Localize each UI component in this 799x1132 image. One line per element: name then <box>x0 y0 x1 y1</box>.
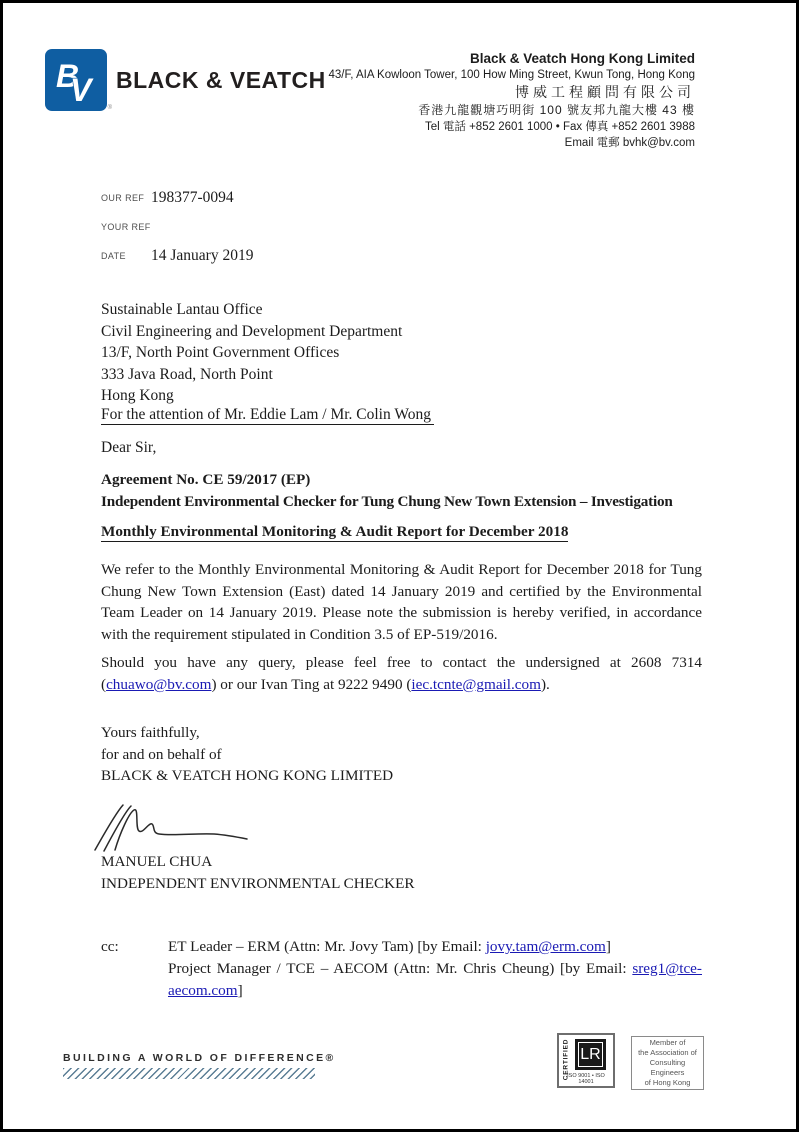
logo-letter-b: B <box>56 58 80 94</box>
membership-line: of Hong Kong <box>644 1078 691 1087</box>
company-address-en: 43/F, AIA Kowloon Tower, 100 How Ming Street, Kwun Tong, Hong Kong <box>328 69 695 81</box>
subject-report: Monthly Environmental Monitoring & Audit Report for December 2018 <box>101 523 569 540</box>
subject-agreement: Agreement No. CE 59/2017 (EP) <box>101 471 311 488</box>
reference-block <box>101 189 253 276</box>
date-row <box>101 247 253 265</box>
paragraph2-text: ). <box>540 675 550 693</box>
membership-line: Member of <box>649 1038 686 1047</box>
email-link-iec[interactable]: iec.tcnte@gmail.com <box>411 675 541 693</box>
email-link-jovy-tam[interactable]: jovy.tam@erm.com <box>485 938 606 955</box>
lr-certification-badge <box>557 1033 615 1088</box>
membership-line: Consulting Engineers <box>649 1058 686 1077</box>
paragraph2-text: Should you have any query, please feel free to contact the undersigned at 2608 7314 ( <box>101 654 702 693</box>
closing-block <box>101 722 393 787</box>
subject-block <box>101 469 703 512</box>
company-contact-block <box>328 50 695 151</box>
our-ref-label: OUR REF <box>101 193 145 203</box>
your-ref-row <box>101 218 253 236</box>
cc-entry-et-leader <box>168 936 702 958</box>
date-value: 14 January 2019 <box>151 247 254 264</box>
cc-entry-project-manager <box>168 958 702 1002</box>
email-link-sreg1[interactable]: sreg1@tce-aecom.com <box>168 959 702 999</box>
logo-letter-v: V <box>70 72 92 108</box>
body-paragraph-1: We refer to the Monthly Environmental Monitoring & Audit Report for December 2018 for Tung Chung New Town Extension (East) dated 14 January 2019 and certified by the Environmental Team Leader on 14 January 2019. Please note the submission is hereby verified, in accordance with the requirement stipulated in Condition 3.5 of EP-519/2016. <box>101 561 702 643</box>
recipient-line: 13/F, North Point Government Offices <box>101 344 340 361</box>
signatory-name: MANUEL CHUA <box>101 853 213 870</box>
recipient-line: Sustainable Lantau Office <box>101 301 263 318</box>
closing-line: Yours faithfully, <box>101 724 200 741</box>
letterhead-brand <box>45 49 326 111</box>
closing-line: BLACK & VEATCH HONG KONG LIMITED <box>101 767 394 784</box>
paragraph2-text: ) or our Ivan Ting at 9222 9490 ( <box>211 675 412 693</box>
company-name: Black & Veatch Hong Kong Limited <box>469 51 695 66</box>
membership-line: the Association of <box>638 1048 697 1057</box>
company-email: Email 電郵 bvhk@bv.com <box>564 137 695 149</box>
recipient-line: Civil Engineering and Development Department <box>101 322 403 340</box>
brand-name: BLACK & VEATCH <box>116 66 326 93</box>
recipient-line: Hong Kong <box>101 387 174 404</box>
email-link-chuawo[interactable]: chuawo@bv.com <box>106 675 212 693</box>
company-address-zh: 香港九龍觀塘巧明街 100 號友邦九龍大樓 43 樓 <box>418 103 695 117</box>
cc-entries <box>168 936 702 1001</box>
certified-label: CERTIFIED <box>562 1038 570 1081</box>
body-paragraph-2 <box>101 652 702 695</box>
logo-registered-mark: ® <box>107 105 112 111</box>
recipient-line: 333 Java Road, North Point <box>101 365 273 383</box>
our-ref-value: 198377-0094 <box>151 189 234 206</box>
attention-line: For the attention of Mr. Eddie Lam / Mr. Colin Wong <box>101 406 434 424</box>
company-name-zh: 博威工程顧問有限公司 <box>515 84 695 100</box>
hatch-pattern <box>63 1068 315 1079</box>
date-label: DATE <box>101 251 126 261</box>
salutation: Dear Sir, <box>101 439 157 456</box>
signatory-block <box>101 851 414 894</box>
bv-logo-svg <box>45 49 107 111</box>
bv-logo-icon <box>45 49 112 111</box>
our-ref-row <box>101 189 253 207</box>
cc-entry-text: ET Leader – ERM (Attn: Mr. Jovy Tam) [by Email: <box>168 938 486 955</box>
cc-label: cc: <box>101 938 119 955</box>
company-tel-fax: Tel 電話 +852 2601 1000 • Fax 傳真 +852 2601 3988 <box>425 121 695 133</box>
membership-badge <box>631 1036 704 1090</box>
iso-certification-label: ISO 9001 • ISO 14001 <box>567 1073 605 1085</box>
cc-block <box>101 936 702 1001</box>
cc-entry-text: ] <box>237 981 243 999</box>
subject-project: Independent Environmental Checker for Tung Chung New Town Extension – Investigation <box>101 492 673 510</box>
closing-line: for and on behalf of <box>101 745 222 763</box>
cc-entry-text: ] <box>605 938 611 955</box>
recipient-address <box>101 299 402 407</box>
your-ref-label: YOUR REF <box>101 222 151 232</box>
cc-entry-text: Project Manager / TCE – AECOM (Attn: Mr. Chris Cheung) [by Email: <box>168 959 633 977</box>
footer-tagline: BUILDING A WORLD OF DIFFERENCE® <box>63 1052 336 1064</box>
lr-monogram-icon: LR <box>575 1039 606 1070</box>
signatory-title: INDEPENDENT ENVIRONMENTAL CHECKER <box>101 874 415 892</box>
